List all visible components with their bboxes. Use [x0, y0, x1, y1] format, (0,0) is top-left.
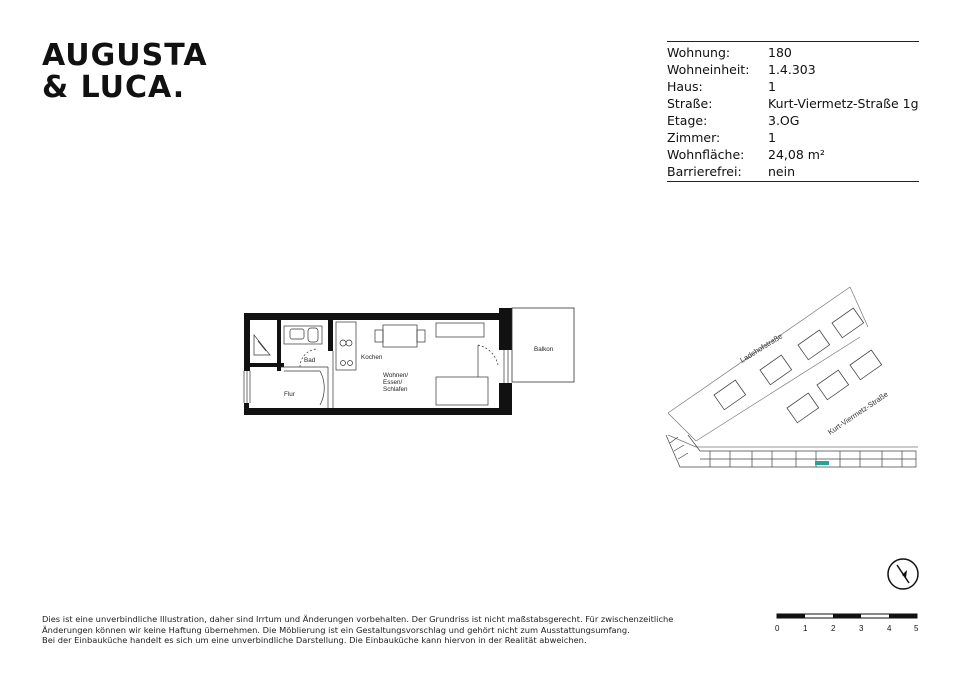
info-row — [667, 129, 919, 146]
info-row — [667, 61, 919, 78]
info-value: 1.4.303 — [768, 62, 816, 77]
site-plan — [660, 285, 922, 480]
north-arrow-icon — [885, 556, 921, 592]
apartment-info-table — [667, 41, 919, 182]
info-label: Haus: — [667, 79, 703, 94]
info-label: Barrierefrei: — [667, 164, 742, 179]
info-label: Etage: — [667, 113, 708, 128]
info-row — [667, 146, 919, 163]
info-label: Straße: — [667, 96, 713, 111]
info-label: Wohnung: — [667, 45, 731, 60]
info-row — [667, 44, 919, 61]
scale-bar — [775, 612, 925, 638]
disclaimer-line: Änderungen können wir keine Haftung übernehmen. Die Möblierung ist ein Gestaltungsvorschlag und gehört nicht zum Ausstattungsumfang. — [42, 624, 630, 635]
info-label: Zimmer: — [667, 130, 721, 145]
street-label-viermetz: Kurt-Viermetz-Straße — [826, 389, 890, 437]
room-label-wohnen: Wohnen/ — [383, 372, 409, 379]
room-label-essen: Essen/ — [383, 379, 403, 386]
unit-highlight — [815, 461, 829, 465]
disclaimer-line: Bei der Einbauküche handelt es sich um eine unverbindliche Darstellung. Die Einbauküche kann hiervon in der Realität abweichen. — [42, 635, 587, 645]
floor-plan — [240, 305, 580, 420]
info-row — [667, 112, 919, 129]
info-value: 3.OG — [768, 113, 800, 128]
street-label-ladehof: Ladehofstraße — [738, 331, 785, 365]
info-label: Wohneinheit: — [667, 62, 750, 77]
building-footprints — [714, 308, 882, 423]
disclaimer — [42, 614, 702, 646]
scale-tick: 5 — [914, 624, 919, 633]
scale-tick: 0 — [775, 624, 780, 633]
info-value: 180 — [768, 45, 792, 60]
room-label-schlafen: Schlafen — [383, 386, 408, 393]
brand-logo — [42, 40, 208, 104]
info-value: 24,08 m² — [768, 147, 825, 162]
scale-tick: 1 — [803, 624, 808, 633]
kitchen-counter — [336, 322, 356, 370]
info-value: nein — [768, 164, 796, 179]
room-label-flur: Flur — [284, 391, 295, 398]
info-value: 1 — [768, 130, 776, 145]
disclaimer-line: Dies ist eine unverbindliche Illustration, daher sind Irrtum und Änderungen vorbehalten. Der Grundriss ist nicht maßstabsgerecht. Für zwischenzeitliche — [42, 614, 674, 624]
room-label-bad: Bad — [304, 357, 316, 364]
logo-line-2: & LUCA. — [42, 70, 186, 105]
scale-tick: 4 — [887, 624, 892, 633]
scale-tick: 3 — [859, 624, 864, 633]
info-label: Wohnfläche: — [667, 147, 745, 162]
info-value: Kurt-Viermetz-Straße 1g — [768, 96, 919, 111]
walls — [244, 308, 512, 415]
info-row — [667, 95, 919, 112]
room-label-balkon: Balkon — [534, 346, 554, 353]
info-row — [667, 163, 919, 180]
scale-tick: 2 — [831, 624, 836, 633]
balcony-outline — [512, 308, 574, 382]
info-row — [667, 78, 919, 95]
logo-line-1: AUGUSTA — [42, 38, 208, 73]
perimeter-block — [666, 435, 916, 467]
room-label-kochen: Kochen — [361, 354, 383, 361]
info-value: 1 — [768, 79, 776, 94]
